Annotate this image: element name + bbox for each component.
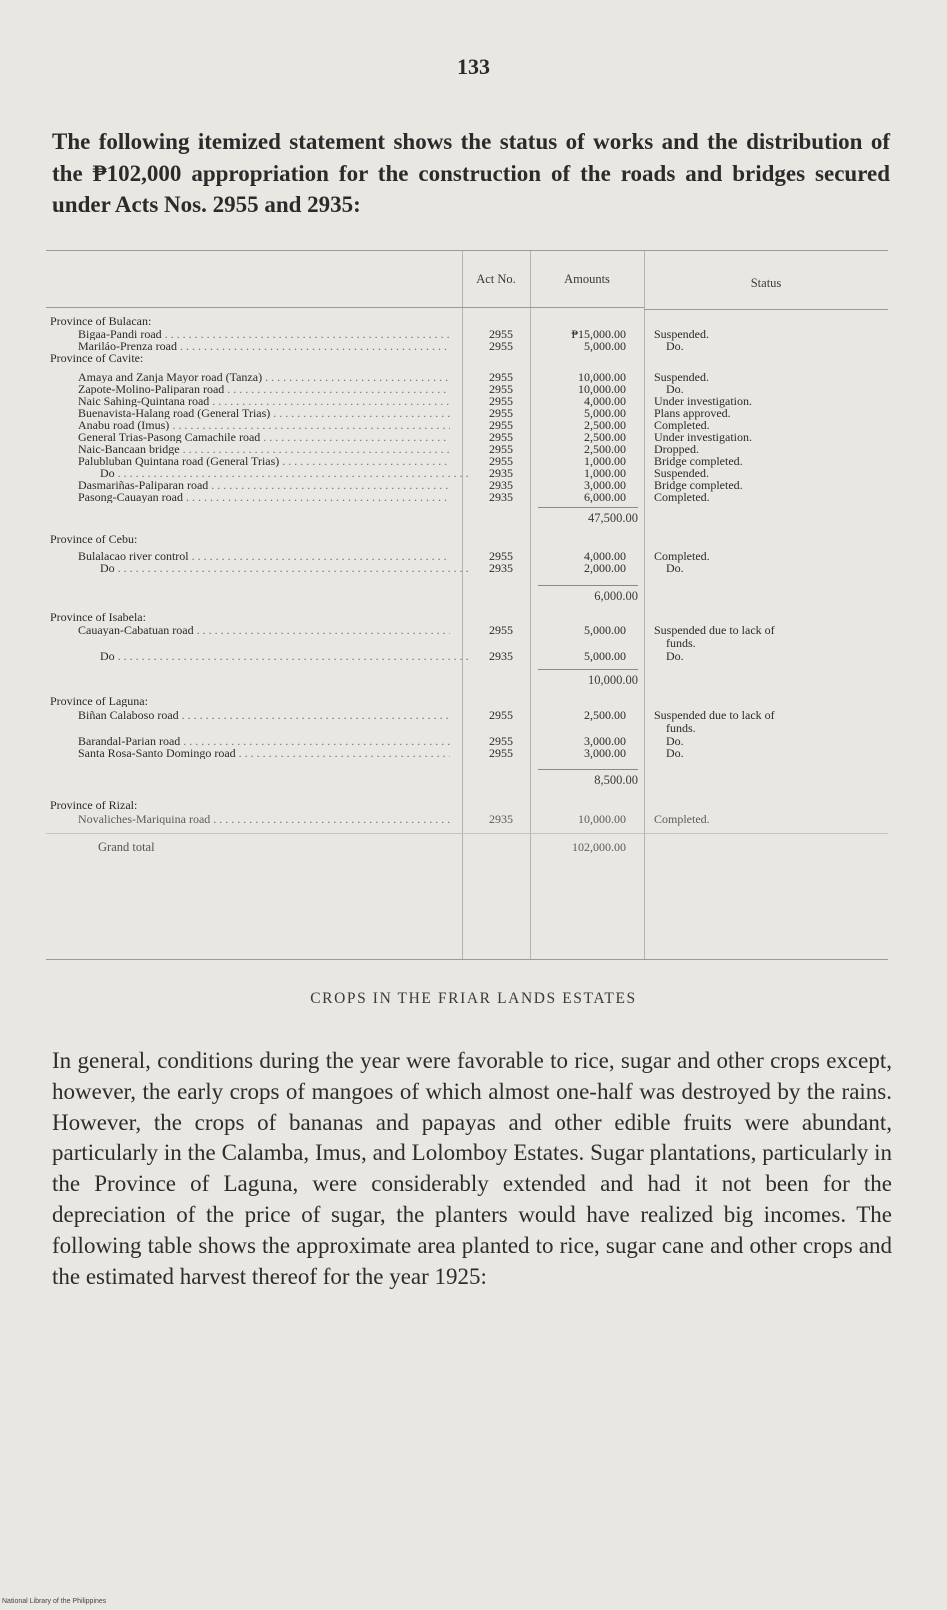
table-row: Province of Cebu: bbox=[50, 533, 138, 546]
header-status: Status bbox=[644, 257, 888, 310]
page-number: 133 bbox=[457, 54, 490, 79]
table-row: funds. bbox=[666, 636, 696, 650]
header-act-no: Act No. bbox=[462, 251, 530, 308]
table-row: Dasmariñas-Paliparan road . . . 2935 3,000.00 Bridge completed. bbox=[46, 479, 888, 491]
table-row: Zapote-Molino-Paliparan road . . . 2955 10,000.00 Do. bbox=[46, 383, 888, 395]
section-heading: CROPS IN THE FRIAR LANDS ESTATES bbox=[310, 990, 637, 1007]
grand-total-value: 102,000.00 bbox=[572, 840, 626, 854]
table-row: Amaya and Zanja Mayor road (Tanza) . . . 2955 10,000.00 Suspended. bbox=[46, 371, 888, 383]
table-row: Do . . . 2935 1,000.00 Suspended. bbox=[46, 467, 888, 479]
table-row: Province of Laguna: bbox=[50, 695, 148, 708]
table-row: Palubluban Quintana road (General Trias) . . . 2955 1,000.00 Bridge completed. bbox=[46, 455, 888, 467]
table-row: Cauayan-Cabatuan road . . . 2955 5,000.00 Suspended due to lack of bbox=[46, 624, 888, 636]
table-row: Do . . . 2935 5,000.00 Do. bbox=[46, 650, 888, 662]
subtotal-cebu: 6,000.00 bbox=[538, 585, 638, 606]
table-row: Pasong-Cauayan road . . . 2935 6,000.00 Completed. bbox=[46, 491, 888, 503]
table-row: Naic-Bancaan bridge . . . 2955 2,500.00 Dropped. bbox=[46, 443, 888, 455]
table-row: Biñan Calaboso road . . . 2955 2,500.00 Suspended due to lack of bbox=[46, 709, 888, 721]
table-row: Novaliches-Mariquina road . . . 2935 10,000.00 Completed. bbox=[46, 813, 888, 825]
table-row: General Trias-Pasong Camachile road . . . 2955 2,500.00 Under investigation. bbox=[46, 431, 888, 443]
subtotal-isabela: 10,000.00 bbox=[538, 669, 638, 690]
header-amounts: Amounts bbox=[530, 251, 644, 308]
body-paragraph: In general, conditions during the year were favorable to rice, sugar and other crops except, however, the early crops of mangoes of which almost one-half was destroyed by the rains. However, the crops of bananas and papayas and other edible fruits were abundant, particularly in the Calamba, Imus, and Lolomboy Estates. Sugar plantations, particularly in the Province of Laguna, were considerably extended and had it not been for the depreciation of the price of sugar, the planters would have realized big incomes. The following table shows the approximate area planted to rice, sugar cane and other crops and the estimated harvest thereof for the year 1925: bbox=[52, 1048, 892, 1289]
grand-total-rule bbox=[46, 833, 888, 834]
table-row: Mariláo-Prenza road . . . 2955 5,000.00 Do. bbox=[46, 340, 888, 352]
subtotal-laguna: 8,500.00 bbox=[538, 769, 638, 790]
table-row: Province of Cavite: bbox=[50, 352, 144, 365]
works-status-table bbox=[46, 250, 888, 960]
subtotal-cavite: 47,500.00 bbox=[538, 507, 638, 528]
grand-total-row bbox=[46, 841, 888, 853]
table-row: Province of Isabela: bbox=[50, 611, 146, 624]
table-row: Naic Sahing-Quintana road . . . 2955 4,000.00 Under investigation. bbox=[46, 395, 888, 407]
table-row: Province of Bulacan: bbox=[50, 315, 152, 328]
table-row: Province of Rizal: bbox=[50, 799, 138, 812]
footer-note: National Library of the Philippines bbox=[2, 1598, 107, 1605]
table-row: Do . . . 2935 2,000.00 Do. bbox=[46, 562, 888, 574]
table-row: Barandal-Parian road . . . 2955 3,000.00 Do. bbox=[46, 735, 888, 747]
table-row: Santa Rosa-Santo Domingo road . . . 2955 3,000.00 Do. bbox=[46, 747, 888, 759]
table-row: Anabu road (Imus) . . . 2955 2,500.00 Completed. bbox=[46, 419, 888, 431]
table-row: funds. bbox=[666, 721, 696, 735]
table-row: Bigaa-Pandi road . . . 2955 ₱15,000.00 Suspended. bbox=[46, 328, 888, 340]
grand-total-label: Grand total bbox=[98, 840, 155, 854]
intro-paragraph: The following itemized statement shows the status of works and the distribution of the ₱102,000 appropriation for the construction of the roads and bridges secured under Acts Nos. 2955 and 2935: bbox=[52, 129, 890, 217]
table-row: Bulalacao river control . . . 2955 4,000.00 Completed. bbox=[46, 550, 888, 562]
table-row: Buenavista-Halang road (General Trias) . . . 2955 5,000.00 Plans approved. bbox=[46, 407, 888, 419]
